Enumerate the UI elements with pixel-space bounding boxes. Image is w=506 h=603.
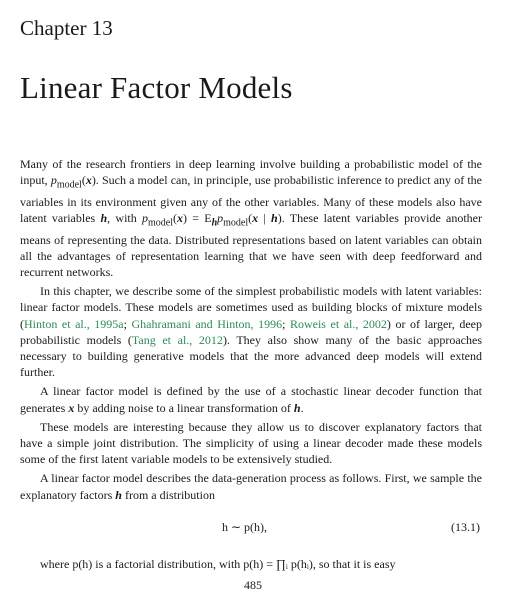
page-number: 485 — [244, 578, 262, 592]
paragraph-5: A linear factor model describes the data-generation process as follows. First, we sample the explanatory factors h from a distribution — [20, 471, 482, 502]
paragraph-2: In this chapter, we describe some of the simplest probabilistic models with latent variables: linear factor models. These models are sometimes used as building blocks of mixture models (Hinton et al., 1995a; Ghahramani and Hinton, 1996; Roweis et al., 2002) or of larger, deep probabilistic models (Tang et al., 2012). They also show many of the basic approaches necessary to building generative models that the more advanced deep models will extend further. — [20, 284, 483, 380]
body-text — [20, 156, 482, 506]
paragraph-1: Many of the research frontiers in deep learning involve building a probabilistic model of the input, $p_{model}(x)$. Such a model can, in principle, use probabilistic inference to predict any of the variables in its environment given any of the other variables. Many of these models also have latent variables h, with $p_{model}(x) = E_hp_{model}(x$ | h). These latent variables provide another means of representing the data. Distributed representations based on latent variables can obtain all the advantages of representation learning that we have seen with deep feedforward and recurrent networks. — [20, 157, 483, 279]
citation-roweis-2002[interactable]: Roweis et al., 2002 — [289, 316, 387, 331]
equation-number: (13.1) — [451, 520, 480, 534]
citation-hinton-1995a[interactable]: Hinton et al., 1995a — [24, 316, 124, 331]
paragraph-3: A linear factor model is defined by the use of a stochastic linear decoder function that generates x by adding noise to a linear transformation of h. — [20, 384, 482, 415]
citation-tang-2012[interactable]: Tang et al., 2012 — [131, 332, 223, 347]
chapter-title: Linear Factor Models — [20, 70, 293, 105]
continuation-text: where p(h) is a factorial distribution, with p(h) = ∏ᵢ p(hᵢ), so that it is easy — [40, 557, 396, 571]
equation-expression: h ∼ p(h), — [222, 520, 268, 534]
chapter-label: Chapter 13 — [20, 16, 113, 40]
paragraph-4: These models are interesting because they allow us to discover explanatory factors that have a simple joint distribution. The simplicity of using a linear decoder made these models some of the first latent variable models to be extensively studied. — [20, 419, 482, 467]
citation-ghahramani-hinton-1996[interactable]: Ghahramani and Hinton, 1996 — [131, 316, 283, 331]
